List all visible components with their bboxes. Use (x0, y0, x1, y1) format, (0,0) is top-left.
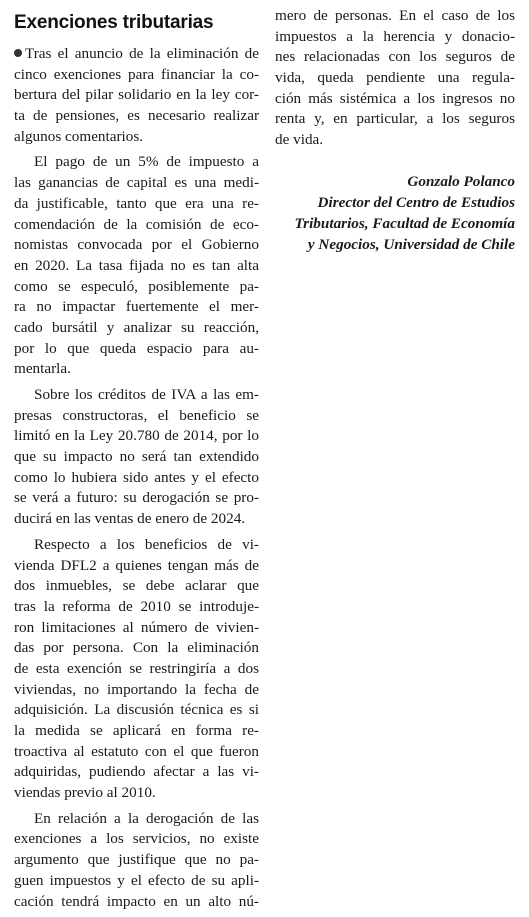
text-line: El pago de un 5% de impuesto a (34, 153, 259, 171)
text-line-content: Tras el anuncio de la eliminación de (25, 45, 259, 62)
text-line: la medida se aplicará en forma re- (14, 722, 259, 739)
text-line: comendación de la comisión de eco- (14, 215, 259, 233)
text-line: nes relacionadas con los seguros de (275, 48, 515, 66)
text-line: por lo que queda espacio para au- (14, 339, 259, 357)
article-paragraph (14, 385, 259, 530)
text-line: En relación a la derogación de las (34, 809, 259, 827)
text-line: adquiridas, pudiendo afectar a las vi- (14, 763, 259, 781)
text-line: troactiva al estatuto con el que fueron (14, 742, 259, 760)
text-line: tras la reforma de 2010 se introduje- (14, 597, 259, 615)
author-affiliation-line: y Negocios, Universidad de Chile (307, 235, 515, 253)
text-line: Respecto a los beneficios de vi- (34, 535, 259, 553)
article-paragraph (275, 6, 515, 151)
text-line: cinco exenciones para financiar la co- (14, 65, 259, 83)
text-line: adquisición. La discusión técnica es si (14, 701, 259, 719)
text-line: argumento que justifique que no pa- (14, 851, 259, 869)
right-column (275, 0, 515, 255)
text-line: ducirá en las ventas de enero de 2024. (14, 510, 246, 528)
text-line: guen impuestos y el efecto de su apli- (14, 871, 259, 889)
text-line: algunos comentarios. (14, 127, 144, 145)
text-line: renta y, en particular, a los seguros (275, 110, 515, 128)
text-line: viviendas, no importando la fecha de (14, 680, 259, 698)
text-line: Sobre los créditos de IVA a las em- (34, 386, 259, 403)
bullet-icon (14, 49, 22, 57)
text-line: en 2020. La tasa fijada no es tan alta (14, 256, 259, 274)
text-line: de vida. (275, 131, 324, 149)
text-line: que su impacto no será tan extendido (14, 448, 259, 466)
text-line: viendas previo al 2010. (14, 784, 156, 802)
article-title: Exenciones tributarias (14, 12, 214, 33)
text-line: da justificable, tanto que era una re- (14, 194, 259, 212)
text-line: bertura del pilar solidario en la ley cor- (14, 86, 259, 104)
text-line: ta de pensiones, es necesario realizar (14, 107, 259, 125)
text-line: de esta exención se restringiría a dos (14, 659, 259, 677)
text-line: como se especuló, posiblemente pa- (14, 277, 259, 295)
text-line: mentarla. (14, 360, 71, 378)
left-column (14, 0, 259, 917)
text-line: impuestos a la herencia y donacio- (275, 27, 515, 45)
article-paragraph (14, 809, 259, 912)
article-paragraph (14, 152, 259, 380)
text-line (14, 44, 259, 65)
text-line: presas constructoras, el beneficio se (14, 406, 259, 424)
text-line: ron limitaciones al número de vivien- (14, 618, 259, 636)
author-affiliation-line: Tributarios, Facultad de Economía (294, 214, 515, 232)
text-line: ción más sistémica a los ingresos no (275, 89, 515, 107)
text-line: cación tendrá impacto en un alto nú- (14, 892, 259, 910)
text-line: vienda DFL2 a quienes tengan más de (14, 556, 259, 574)
article-paragraph (14, 535, 259, 804)
text-line: limitó en la Ley 20.780 de 2014, por lo (14, 427, 259, 445)
text-line: cado bursátil y analizar su reacción, (14, 318, 259, 336)
text-line: las ganancias de capital es una medi- (14, 174, 259, 192)
text-line: exenciones a los servicios, no existe (14, 830, 259, 848)
author-affiliation-line: Director del Centro de Estudios (317, 193, 515, 211)
article-paragraph (14, 44, 259, 147)
text-line: como lo hubiera sido antes y el efecto (14, 468, 259, 486)
text-line: se verá a futuro: su derogación se pro- (14, 489, 259, 507)
author-signature (275, 171, 515, 255)
text-line: ra no impactar fuertemente el mer- (14, 298, 259, 316)
text-line: dos inmuebles, se debe aclarar que (14, 577, 259, 595)
author-name: Gonzalo Polanco (407, 172, 515, 190)
text-line: nomistas convocada por el Gobierno (14, 236, 259, 254)
text-line: das por persona. Con la eliminación (14, 639, 259, 657)
text-line: vida, queda pendiente una regula- (275, 69, 515, 87)
text-line: mero de personas. En el caso de los (275, 7, 515, 24)
